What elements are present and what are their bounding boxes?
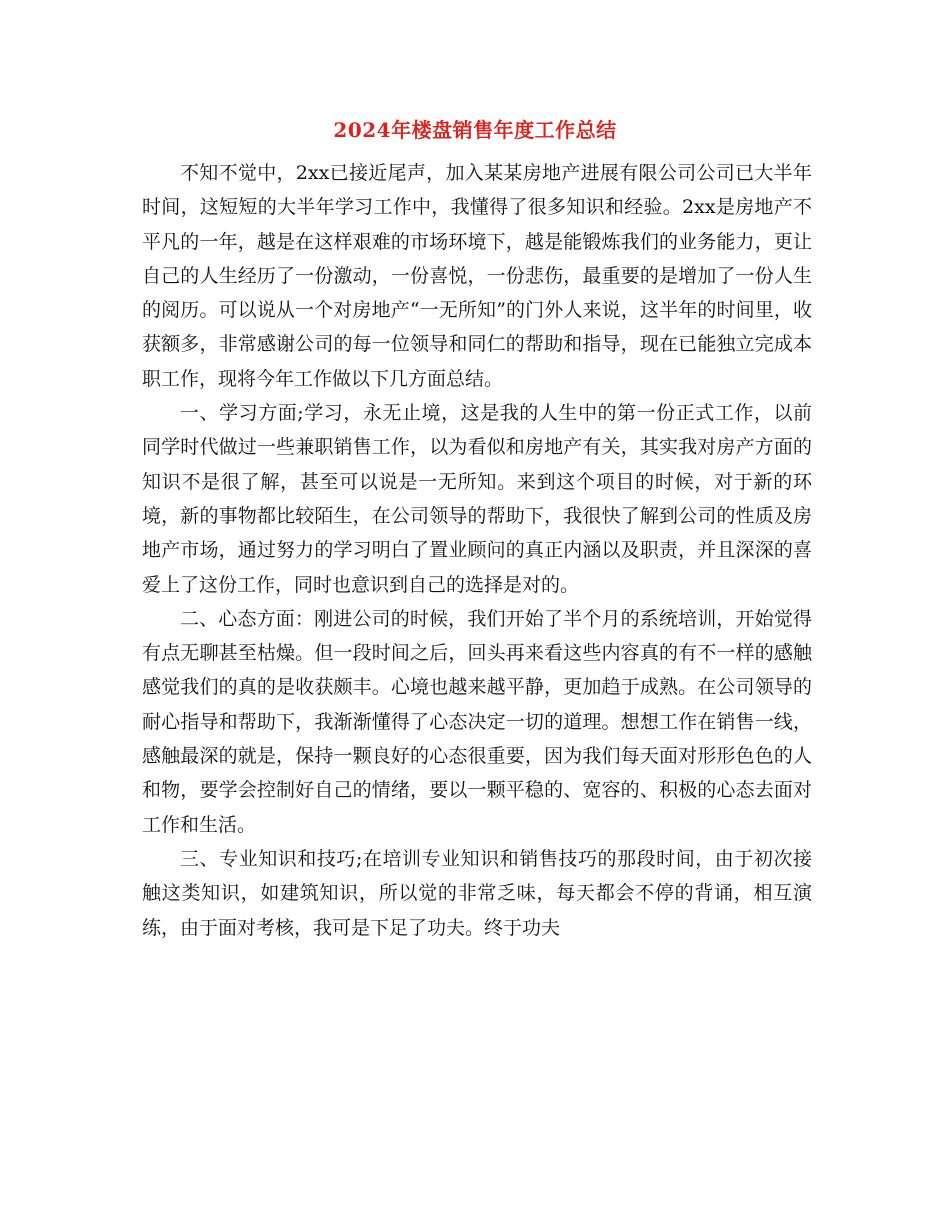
paragraph-learning: 一、学习方面;学习，永无止境，这是我的人生中的第一份正式工作，以前同学时代做过一些兼职销售工作，以为看似和房地产有关，其实我对房产方面的知识不是很了解，甚至可以说是一无所知。来到这个项目的时候，对于新的环境，新的事物都比较陌生，在公司领导的帮助下，我很快了解到公司的性质及房地产市场，通过努力的学习明白了置业顾问的真正内涵以及职责，并且深深的喜爱上了这份工作，同时也意识到自己的选择是对的。 xyxy=(142,402,812,596)
paragraph-mindset: 二、心态方面：刚进公司的时候，我们开始了半个月的系统培训，开始觉得有点无聊甚至枯燥。但一段时间之后，回头再来看这些内容真的有不一样的感触感觉我们的真的是收获颇丰。心境也越来越平静，更加趋于成熟。在公司领导的耐心指导和帮助下，我渐渐懂得了心态决定一切的道理。想想工作在销售一线，感触最深的就是，保持一颗良好的心态很重要，因为我们每天面对形形色色的人和物，要学会控制好自己的情绪，要以一颗平稳的、宽容的、积极的心态去面对工作和生活。 xyxy=(142,607,812,836)
document-body xyxy=(142,156,812,945)
paragraph-intro: 不知不觉中，2xx已接近尾声，加入某某房地产进展有限公司公司已大半年时间，这短短的大半年学习工作中，我懂得了很多知识和经验。2xx是房地产不平凡的一年，越是在这样艰难的市场环境下，越是能锻炼我们的业务能力，更让自己的人生经历了一份激动，一份喜悦，一份悲伤，最重要的是增加了一份人生的阅历。可以说从一个对房地产“一无所知”的门外人来说，这半年的时间里，收获额多，非常感谢公司的每一位领导和同仁的帮助和指导，现在已能独立完成本职工作，现将今年工作做以下几方面总结。 xyxy=(142,162,812,390)
paragraph-skills: 三、专业知识和技巧;在培训专业知识和销售技巧的那段时间，由于初次接触这类知识，如建筑知识，所以觉的非常乏味，每天都会不停的背诵，相互演练，由于面对考核，我可是下足了功夫。终于功夫 xyxy=(142,847,812,939)
document-title: 2024年楼盘销售年度工作总结 xyxy=(333,118,617,142)
